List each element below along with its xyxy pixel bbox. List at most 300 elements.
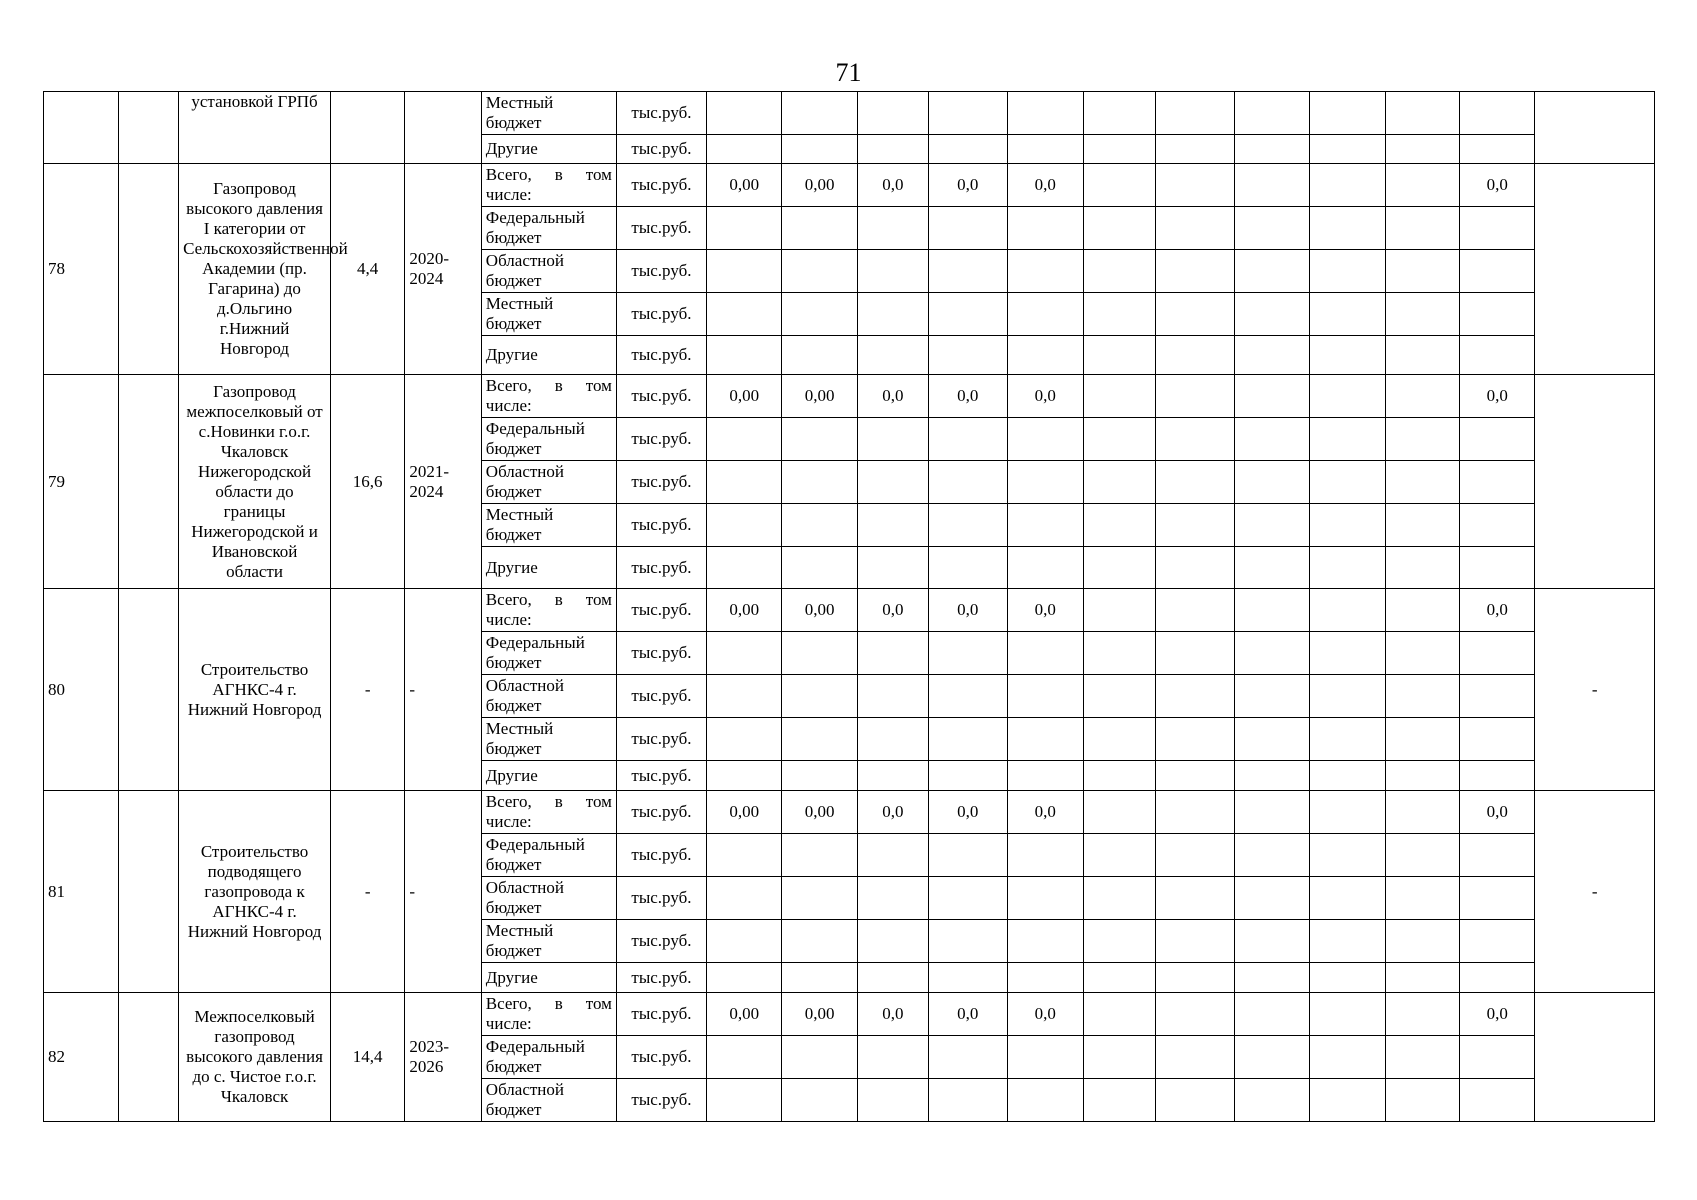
- empty-cell: [1084, 761, 1156, 791]
- cell-empty: [119, 993, 179, 1122]
- empty-cell: [1460, 920, 1535, 963]
- project-name: Строительство подводящего газопровода к АГНКС-4 г. Нижний Новгород: [179, 791, 331, 993]
- total-cell: 0,0: [1460, 589, 1535, 632]
- unit-label: тыс.руб.: [616, 207, 706, 250]
- empty-cell: [706, 675, 781, 718]
- period-start: -: [409, 881, 416, 901]
- period-start: 2021-: [409, 461, 450, 481]
- empty-cell: [1007, 250, 1083, 293]
- empty-cell: [1460, 1079, 1535, 1122]
- empty-cell: [706, 1079, 781, 1122]
- empty-cell: [706, 336, 781, 375]
- unit-label: тыс.руб.: [616, 250, 706, 293]
- empty-cell: [1156, 1079, 1235, 1122]
- source-regional: Областной бюджет: [481, 250, 616, 293]
- project-number: 82: [44, 993, 119, 1122]
- empty-cell: [1385, 920, 1459, 963]
- value-cell: 0,00: [782, 164, 857, 207]
- unit-label: тыс.руб.: [616, 92, 706, 135]
- cell-empty: [119, 589, 179, 791]
- empty-cell: [1310, 293, 1385, 336]
- empty-cell: [1007, 920, 1083, 963]
- empty-cell: [1084, 504, 1156, 547]
- value-cell: 0,00: [706, 375, 781, 418]
- unit-label: тыс.руб.: [616, 718, 706, 761]
- project-number: 78: [44, 164, 119, 375]
- empty-cell: [1385, 1036, 1459, 1079]
- value-cell: 0,0: [1007, 164, 1083, 207]
- empty-cell: [1460, 336, 1535, 375]
- source-federal: Федеральный бюджет: [481, 418, 616, 461]
- empty-cell: [1156, 632, 1235, 675]
- empty-cell: [706, 418, 781, 461]
- source-federal: Федеральный бюджет: [481, 207, 616, 250]
- project-period: [405, 164, 481, 375]
- empty-cell: [857, 632, 928, 675]
- value-cell: 0,0: [929, 164, 1008, 207]
- empty-cell: [1007, 877, 1083, 920]
- empty-cell: [929, 547, 1008, 589]
- empty-cell: [1385, 963, 1459, 993]
- project-note: [1535, 375, 1655, 589]
- empty-cell: [782, 834, 857, 877]
- empty-cell: [1084, 547, 1156, 589]
- cell-empty: [119, 375, 179, 589]
- empty-cell: [1460, 877, 1535, 920]
- empty-cell: [1084, 293, 1156, 336]
- project-name: Межпоселковый газопровод высокого давления до с. Чистое г.о.г. Чкаловск: [179, 993, 331, 1122]
- empty-cell: [706, 920, 781, 963]
- empty-cell: [1385, 504, 1459, 547]
- empty-cell: [1084, 877, 1156, 920]
- empty-cell: [1460, 293, 1535, 336]
- empty-cell: [1234, 547, 1309, 589]
- empty-cell: [1234, 963, 1309, 993]
- project-number: 79: [44, 375, 119, 589]
- empty-cell: [1385, 250, 1459, 293]
- empty-cell: [1156, 963, 1235, 993]
- unit-label: тыс.руб.: [616, 1036, 706, 1079]
- value-cell: 0,0: [857, 791, 928, 834]
- source-total: Всего, в том числе:: [481, 589, 616, 632]
- empty-cell: [857, 1036, 928, 1079]
- empty-cell: [1156, 293, 1235, 336]
- empty-cell: [1156, 877, 1235, 920]
- empty-cell: [1385, 791, 1459, 834]
- empty-cell: [1084, 718, 1156, 761]
- source-local: Местный бюджет: [481, 293, 616, 336]
- empty-cell: [1156, 375, 1235, 418]
- unit-label: тыс.руб.: [616, 993, 706, 1036]
- empty-cell: [1234, 834, 1309, 877]
- empty-cell: [929, 675, 1008, 718]
- total-cell: 0,0: [1460, 375, 1535, 418]
- empty-cell: [1007, 293, 1083, 336]
- value-cell: 0,00: [782, 993, 857, 1036]
- empty-cell: [1156, 207, 1235, 250]
- project-name: Газопровод высокого давления I категории от Сельскохозяйственной Академии (пр. Гагарина) до д.Ольгино г.Нижний Новгород: [179, 164, 331, 375]
- empty-cell: [1084, 1036, 1156, 1079]
- empty-cell: [1385, 547, 1459, 589]
- project-note: -: [1535, 589, 1655, 791]
- empty-cell: [1234, 589, 1309, 632]
- empty-cell: [1084, 336, 1156, 375]
- cell-note: [1535, 92, 1655, 164]
- empty-cell: [1460, 632, 1535, 675]
- total-cell: 0,0: [1460, 993, 1535, 1036]
- value-cell: 0,00: [706, 589, 781, 632]
- empty-cell: [1460, 675, 1535, 718]
- source-federal: Федеральный бюджет: [481, 1036, 616, 1079]
- source-regional: Областной бюджет: [481, 461, 616, 504]
- empty-cell: [857, 834, 928, 877]
- table-row: [44, 92, 1655, 135]
- empty-cell: [1310, 207, 1385, 250]
- source-other: Другие: [481, 761, 616, 791]
- empty-cell: [1234, 791, 1309, 834]
- value-cell: 0,0: [857, 993, 928, 1036]
- empty-cell: [1084, 418, 1156, 461]
- period-start: 2023-: [409, 1037, 450, 1056]
- value-cell: 0,0: [929, 589, 1008, 632]
- period-end: 2026: [409, 1057, 444, 1076]
- empty-cell: [929, 207, 1008, 250]
- unit-label: тыс.руб.: [616, 504, 706, 547]
- total-cell: 0,0: [1460, 164, 1535, 207]
- empty-cell: [1234, 1036, 1309, 1079]
- empty-cell: [929, 963, 1008, 993]
- empty-cell: [1234, 207, 1309, 250]
- empty-cell: [1084, 632, 1156, 675]
- empty-cell: [1385, 418, 1459, 461]
- empty-cell: [857, 461, 928, 504]
- cell-empty: [119, 791, 179, 993]
- empty-cell: [1007, 834, 1083, 877]
- empty-cell: [782, 250, 857, 293]
- period-end: 2024: [409, 269, 444, 288]
- empty-cell: [1385, 293, 1459, 336]
- empty-cell: [782, 1036, 857, 1079]
- empty-cell: [782, 718, 857, 761]
- empty-cell: [929, 877, 1008, 920]
- empty-cell: [782, 675, 857, 718]
- unit-label: тыс.руб.: [616, 675, 706, 718]
- cell-empty: [119, 92, 179, 164]
- empty-cell: [1084, 993, 1156, 1036]
- empty-cell: [1234, 920, 1309, 963]
- empty-cell: [1156, 834, 1235, 877]
- empty-cell: [1084, 791, 1156, 834]
- table-row: [44, 993, 1655, 1036]
- empty-cell: [782, 547, 857, 589]
- empty-cell: [706, 632, 781, 675]
- project-period: [405, 375, 481, 589]
- empty-cell: [1084, 461, 1156, 504]
- empty-cell: [1156, 589, 1235, 632]
- empty-cell: [1007, 1036, 1083, 1079]
- empty-cell: [1385, 877, 1459, 920]
- empty-cell: [929, 504, 1008, 547]
- unit-label: тыс.руб.: [616, 293, 706, 336]
- empty-cell: [1234, 1079, 1309, 1122]
- source-local: Местный бюджет: [481, 92, 616, 135]
- budget-table: [43, 91, 1655, 1122]
- value-cell: 0,0: [1007, 791, 1083, 834]
- empty-cell: [929, 250, 1008, 293]
- period-start: -: [409, 679, 416, 699]
- empty-cell: [1007, 675, 1083, 718]
- empty-cell: [782, 1079, 857, 1122]
- source-total: Всего, в том числе:: [481, 993, 616, 1036]
- empty-cell: [1460, 834, 1535, 877]
- empty-cell: [1310, 461, 1385, 504]
- empty-cell: [1234, 418, 1309, 461]
- empty-cell: [1156, 718, 1235, 761]
- empty-cell: [857, 336, 928, 375]
- project-length: -: [330, 791, 404, 993]
- empty-cell: [706, 293, 781, 336]
- empty-cell: [706, 963, 781, 993]
- empty-cell: [1007, 761, 1083, 791]
- empty-cell: [1385, 164, 1459, 207]
- empty-cell: [1084, 250, 1156, 293]
- empty-cell: [1385, 993, 1459, 1036]
- empty-cell: [1156, 250, 1235, 293]
- source-local: Местный бюджет: [481, 920, 616, 963]
- empty-cell: [1234, 718, 1309, 761]
- empty-cell: [1234, 461, 1309, 504]
- empty-cell: [929, 1036, 1008, 1079]
- empty-cell: [857, 963, 928, 993]
- value-cell: 0,00: [706, 791, 781, 834]
- empty-cell: [782, 504, 857, 547]
- empty-cell: [857, 250, 928, 293]
- project-length: 14,4: [330, 993, 404, 1122]
- empty-cell: [1156, 418, 1235, 461]
- empty-cell: [1156, 547, 1235, 589]
- project-period: [405, 589, 481, 791]
- source-other: Другие: [481, 135, 616, 164]
- unit-label: тыс.руб.: [616, 375, 706, 418]
- empty-cell: [706, 877, 781, 920]
- empty-cell: [706, 250, 781, 293]
- cell-empty: [119, 164, 179, 375]
- source-regional: Областной бюджет: [481, 1079, 616, 1122]
- empty-cell: [706, 207, 781, 250]
- source-federal: Федеральный бюджет: [481, 834, 616, 877]
- cell-num: [44, 92, 119, 164]
- empty-cell: [782, 963, 857, 993]
- unit-label: тыс.руб.: [616, 834, 706, 877]
- empty-cell: [782, 461, 857, 504]
- empty-cell: [1156, 920, 1235, 963]
- empty-cell: [1234, 293, 1309, 336]
- empty-cell: [857, 877, 928, 920]
- empty-cell: [1234, 993, 1309, 1036]
- empty-cell: [1310, 250, 1385, 293]
- empty-cell: [1084, 375, 1156, 418]
- empty-cell: [1234, 336, 1309, 375]
- empty-cell: [1310, 963, 1385, 993]
- empty-cell: [929, 761, 1008, 791]
- value-cell: 0,0: [857, 164, 928, 207]
- empty-cell: [1310, 920, 1385, 963]
- cell-period: [405, 92, 481, 164]
- unit-label: тыс.руб.: [616, 632, 706, 675]
- empty-cell: [706, 834, 781, 877]
- empty-cell: [857, 675, 928, 718]
- empty-cell: [857, 718, 928, 761]
- empty-cell: [857, 418, 928, 461]
- unit-label: тыс.руб.: [616, 418, 706, 461]
- empty-cell: [1310, 877, 1385, 920]
- empty-cell: [1385, 718, 1459, 761]
- unit-label: тыс.руб.: [616, 791, 706, 834]
- empty-cell: [929, 336, 1008, 375]
- source-other: Другие: [481, 963, 616, 993]
- empty-cell: [1156, 993, 1235, 1036]
- empty-cell: [1385, 632, 1459, 675]
- empty-cell: [929, 461, 1008, 504]
- source-local: Местный бюджет: [481, 504, 616, 547]
- empty-cell: [929, 418, 1008, 461]
- source-local: Местный бюджет: [481, 718, 616, 761]
- value-cell: 0,00: [782, 791, 857, 834]
- empty-cell: [1234, 877, 1309, 920]
- empty-cell: [1007, 207, 1083, 250]
- unit-label: тыс.руб.: [616, 589, 706, 632]
- table-row: [44, 589, 1655, 632]
- empty-cell: [1310, 336, 1385, 375]
- value-cell: 0,00: [706, 164, 781, 207]
- value-cell: 0,0: [929, 993, 1008, 1036]
- empty-cell: [1007, 336, 1083, 375]
- value-cell: 0,00: [706, 993, 781, 1036]
- project-length: 4,4: [330, 164, 404, 375]
- empty-cell: [929, 718, 1008, 761]
- empty-cell: [1385, 461, 1459, 504]
- project-period: [405, 791, 481, 993]
- empty-cell: [857, 1079, 928, 1122]
- empty-cell: [1460, 963, 1535, 993]
- empty-cell: [1460, 547, 1535, 589]
- empty-cell: [1460, 207, 1535, 250]
- empty-cell: [1385, 207, 1459, 250]
- empty-cell: [929, 1079, 1008, 1122]
- project-note: -: [1535, 791, 1655, 993]
- project-length: 16,6: [330, 375, 404, 589]
- empty-cell: [1310, 547, 1385, 589]
- empty-cell: [1310, 418, 1385, 461]
- empty-cell: [857, 207, 928, 250]
- empty-cell: [1007, 461, 1083, 504]
- empty-cell: [1310, 589, 1385, 632]
- value-cell: 0,00: [782, 589, 857, 632]
- empty-cell: [1007, 1079, 1083, 1122]
- page-number: 71: [835, 58, 862, 87]
- empty-cell: [1007, 547, 1083, 589]
- empty-cell: [1007, 718, 1083, 761]
- empty-cell: [929, 834, 1008, 877]
- total-cell: 0,0: [1460, 791, 1535, 834]
- source-other: Другие: [481, 547, 616, 589]
- unit-label: тыс.руб.: [616, 761, 706, 791]
- unit-label: тыс.руб.: [616, 877, 706, 920]
- empty-cell: [1156, 1036, 1235, 1079]
- empty-cell: [782, 877, 857, 920]
- unit-label: тыс.руб.: [616, 547, 706, 589]
- empty-cell: [857, 920, 928, 963]
- table-row: [44, 164, 1655, 207]
- empty-cell: [1156, 336, 1235, 375]
- empty-cell: [1156, 504, 1235, 547]
- project-number: 81: [44, 791, 119, 993]
- empty-cell: [1234, 632, 1309, 675]
- empty-cell: [706, 461, 781, 504]
- project-name: установкой ГРПб: [179, 92, 331, 164]
- empty-cell: [706, 718, 781, 761]
- empty-cell: [1007, 632, 1083, 675]
- empty-cell: [857, 504, 928, 547]
- empty-cell: [1310, 834, 1385, 877]
- source-regional: Областной бюджет: [481, 877, 616, 920]
- source-total: Всего, в том числе:: [481, 791, 616, 834]
- empty-cell: [1234, 761, 1309, 791]
- value-cell: 0,00: [782, 375, 857, 418]
- empty-cell: [1460, 504, 1535, 547]
- empty-cell: [1385, 375, 1459, 418]
- empty-cell: [929, 293, 1008, 336]
- empty-cell: [1084, 589, 1156, 632]
- empty-cell: [1310, 993, 1385, 1036]
- empty-cell: [857, 547, 928, 589]
- period-start: 2020-: [409, 249, 450, 268]
- empty-cell: [1460, 418, 1535, 461]
- empty-cell: [1084, 164, 1156, 207]
- value-cell: 0,0: [857, 375, 928, 418]
- empty-cell: [1385, 336, 1459, 375]
- empty-cell: [1156, 164, 1235, 207]
- empty-cell: [1084, 207, 1156, 250]
- unit-label: тыс.руб.: [616, 336, 706, 375]
- period-end: 2024: [409, 481, 444, 501]
- empty-cell: [857, 761, 928, 791]
- project-note: [1535, 993, 1655, 1122]
- empty-cell: [1156, 675, 1235, 718]
- table-row: [44, 375, 1655, 418]
- empty-cell: [1007, 504, 1083, 547]
- source-total: Всего, в том числе:: [481, 375, 616, 418]
- empty-cell: [782, 920, 857, 963]
- empty-cell: [1234, 675, 1309, 718]
- empty-cell: [1310, 375, 1385, 418]
- empty-cell: [1084, 834, 1156, 877]
- empty-cell: [929, 920, 1008, 963]
- empty-cell: [1385, 1079, 1459, 1122]
- empty-cell: [1234, 164, 1309, 207]
- empty-cell: [706, 504, 781, 547]
- cell-length: [330, 92, 404, 164]
- source-federal: Федеральный бюджет: [481, 632, 616, 675]
- empty-cell: [1234, 375, 1309, 418]
- empty-cell: [706, 547, 781, 589]
- empty-cell: [1385, 589, 1459, 632]
- empty-cell: [1460, 1036, 1535, 1079]
- empty-cell: [1156, 461, 1235, 504]
- source-regional: Областной бюджет: [481, 675, 616, 718]
- empty-cell: [782, 761, 857, 791]
- empty-cell: [706, 1036, 781, 1079]
